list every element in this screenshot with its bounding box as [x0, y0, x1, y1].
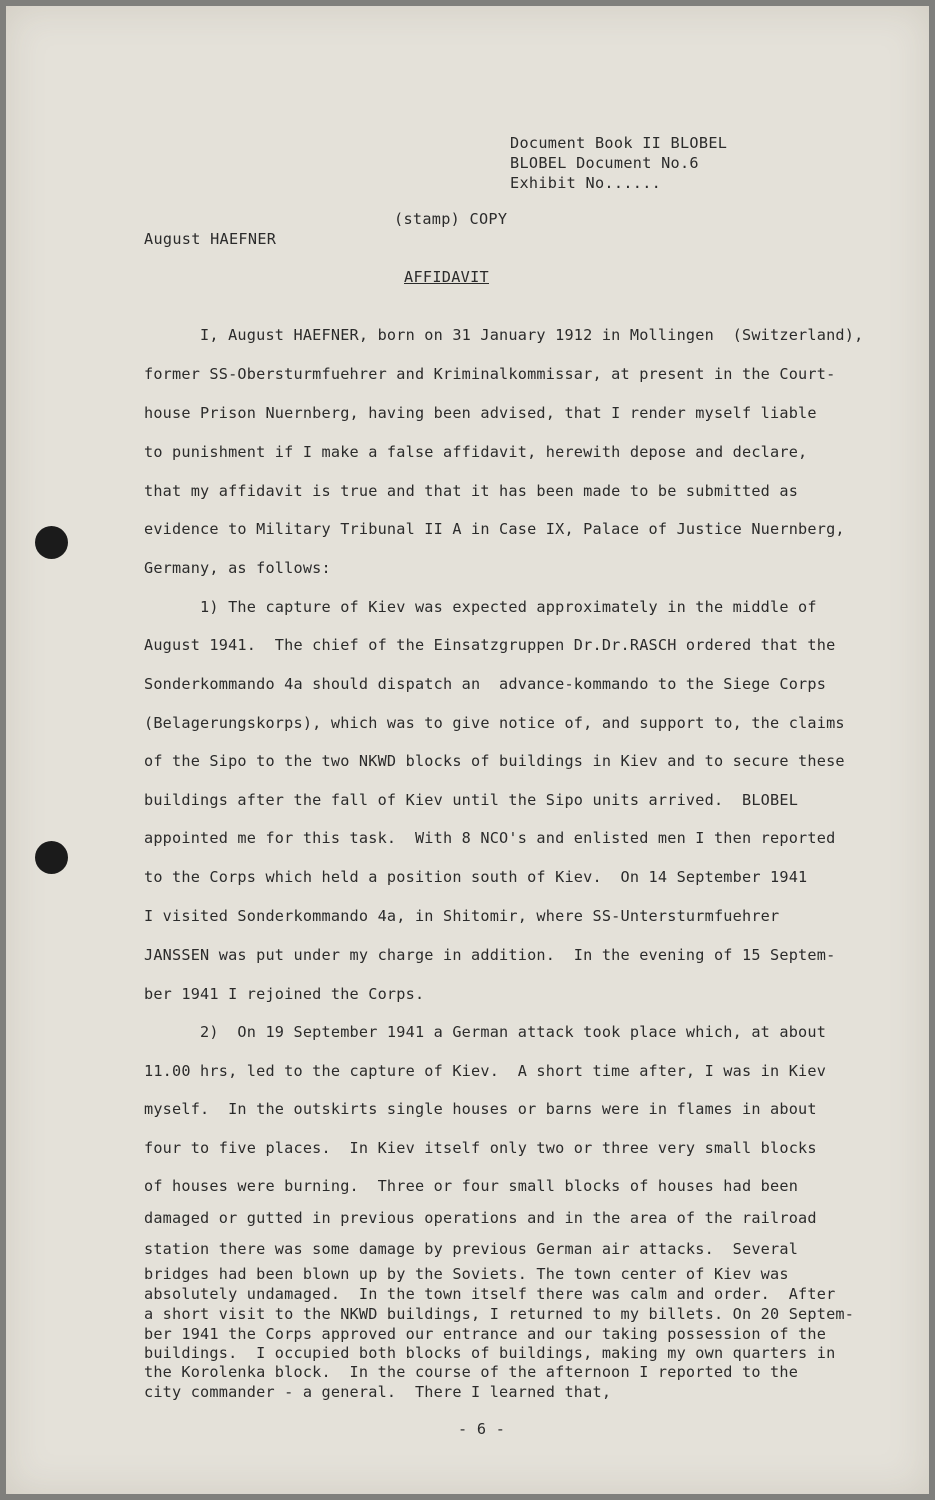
punch-hole	[35, 841, 68, 874]
body-line: former SS-Obersturmfuehrer and Kriminalkommissar, at present in the Court-	[144, 365, 836, 383]
body-line: I, August HAEFNER, born on 31 January 1912 in Mollingen (Switzerland),	[144, 326, 864, 344]
page-number: - 6 -	[458, 1420, 506, 1438]
body-line: 11.00 hrs, led to the capture of Kiev. A short time after, I was in Kiev	[144, 1062, 827, 1080]
body-line: buildings. I occupied both blocks of buildings, making my own quarters in	[144, 1344, 836, 1362]
body-line: that my affidavit is true and that it has been made to be submitted as	[144, 482, 799, 500]
body-line: city commander - a general. There I learned that,	[144, 1383, 612, 1401]
document-book-line: Document Book II BLOBEL	[510, 134, 728, 152]
body-line: station there was some damage by previous German air attacks. Several	[144, 1240, 799, 1258]
punch-hole	[35, 526, 68, 559]
document-title: AFFIDAVIT	[404, 268, 489, 286]
body-line: of houses were burning. Three or four small blocks of houses had been	[144, 1177, 799, 1195]
exhibit-number-line: Exhibit No......	[510, 174, 662, 192]
body-line: Germany, as follows:	[144, 559, 331, 577]
body-line: damaged or gutted in previous operations and in the area of the railroad	[144, 1209, 817, 1227]
document-page	[6, 6, 929, 1494]
body-line: house Prison Nuernberg, having been advised, that I render myself liable	[144, 404, 817, 422]
body-line: buildings after the fall of Kiev until the Sipo units arrived. BLOBEL	[144, 791, 799, 809]
body-line: appointed me for this task. With 8 NCO's and enlisted men I then reported	[144, 829, 836, 847]
copy-stamp: (stamp) COPY	[394, 210, 508, 228]
body-line: of the Sipo to the two NKWD blocks of buildings in Kiev and to secure these	[144, 752, 845, 770]
body-line: August 1941. The chief of the Einsatzgruppen Dr.Dr.RASCH ordered that the	[144, 636, 836, 654]
body-line: bridges had been blown up by the Soviets. The town center of Kiev was	[144, 1265, 789, 1283]
body-line: a short visit to the NKWD buildings, I returned to my billets. On 20 Septem-	[144, 1305, 855, 1323]
body-line: to the Corps which held a position south of Kiev. On 14 September 1941	[144, 868, 808, 886]
body-line: Sonderkommando 4a should dispatch an advance-kommando to the Siege Corps	[144, 675, 827, 693]
body-line: 1) The capture of Kiev was expected approximately in the middle of	[144, 598, 817, 616]
author-name: August HAEFNER	[144, 230, 277, 248]
body-line: I visited Sonderkommando 4a, in Shitomir, where SS-Untersturmfuehrer	[144, 907, 780, 925]
body-line: evidence to Military Tribunal II A in Case IX, Palace of Justice Nuernberg,	[144, 520, 845, 538]
body-line: absolutely undamaged. In the town itself there was calm and order. After	[144, 1285, 836, 1303]
body-line: the Korolenka block. In the course of the afternoon I reported to the	[144, 1363, 799, 1381]
body-line: to punishment if I make a false affidavit, herewith depose and declare,	[144, 443, 808, 461]
body-line: myself. In the outskirts single houses or barns were in flames in about	[144, 1100, 817, 1118]
body-line: (Belagerungskorps), which was to give notice of, and support to, the claims	[144, 714, 845, 732]
body-line: ber 1941 I rejoined the Corps.	[144, 985, 425, 1003]
body-line: four to five places. In Kiev itself only two or three very small blocks	[144, 1139, 817, 1157]
body-line: ber 1941 the Corps approved our entrance and our taking possession of the	[144, 1325, 827, 1343]
document-reference-block	[510, 134, 727, 194]
body-line: 2) On 19 September 1941 a German attack took place which, at about	[144, 1023, 827, 1041]
body-line: JANSSEN was put under my charge in addition. In the evening of 15 Septem-	[144, 946, 836, 964]
document-number-line: BLOBEL Document No.6	[510, 154, 699, 172]
